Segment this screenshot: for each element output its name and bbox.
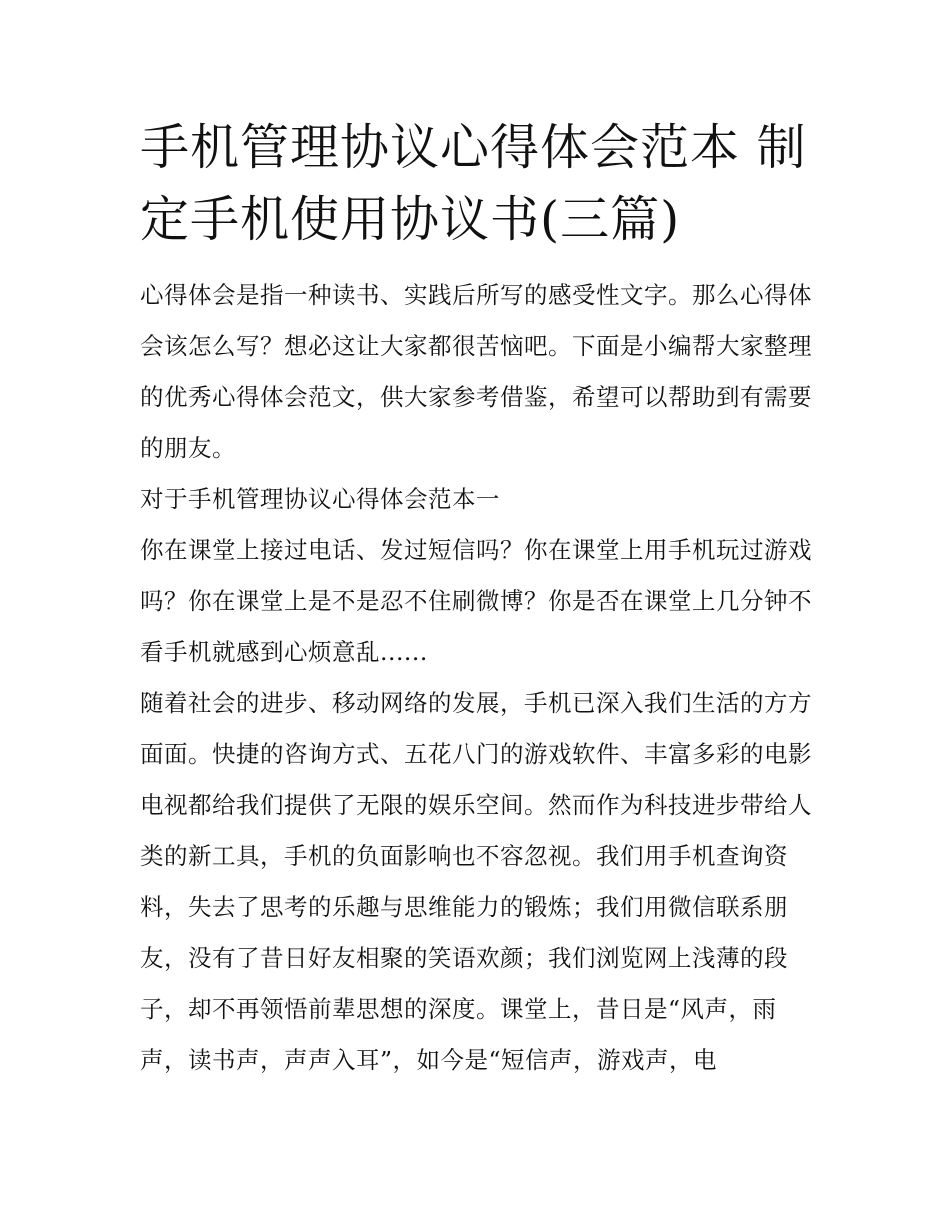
intro-paragraph: 心得体会是指一种读书、实践后所写的感受性文字。那么心得体会该怎么写？想必这让大家都很苦恼吧。下面是小编帮大家整理的优秀心得体会范文，供大家参考借鉴，希望可以帮助到有需要的朋友。 [140, 281, 812, 462]
document-page [140, 112, 812, 1086]
body-paragraph: 你在课堂上接过电话、发过短信吗？你在课堂上用手机玩过游戏吗？你在课堂上是不是忍不住刷微博？你是否在课堂上几分钟不看手机就感到心烦意乱...... [140, 536, 812, 666]
document-body [140, 270, 812, 1086]
document-title: 手机管理协议心得体会范本 制定手机使用协议书(三篇) [140, 119, 807, 248]
body-paragraph: 随着社会的进步、移动网络的发展，手机已深入我们生活的方方面面。快捷的咨询方式、五花八门的游戏软件、丰富多彩的电影电视都给我们提供了无限的娱乐空间。然而作为科技进步带给人类的新工具，手机的负面影响也不容忽视。我们用手机查询资料，失去了思考的乐趣与思维能力的锻炼；我们用微信联系朋友，没有了昔日好友相聚的笑语欢颜；我们浏览网上浅薄的段子，却不再领悟前辈思想的深度。课堂上，昔日是“风声，雨声，读书声，声声入耳”，如今是“短信声，游戏声，电 [140, 689, 812, 1074]
section-heading: 对于手机管理协议心得体会范本一 [140, 485, 500, 513]
